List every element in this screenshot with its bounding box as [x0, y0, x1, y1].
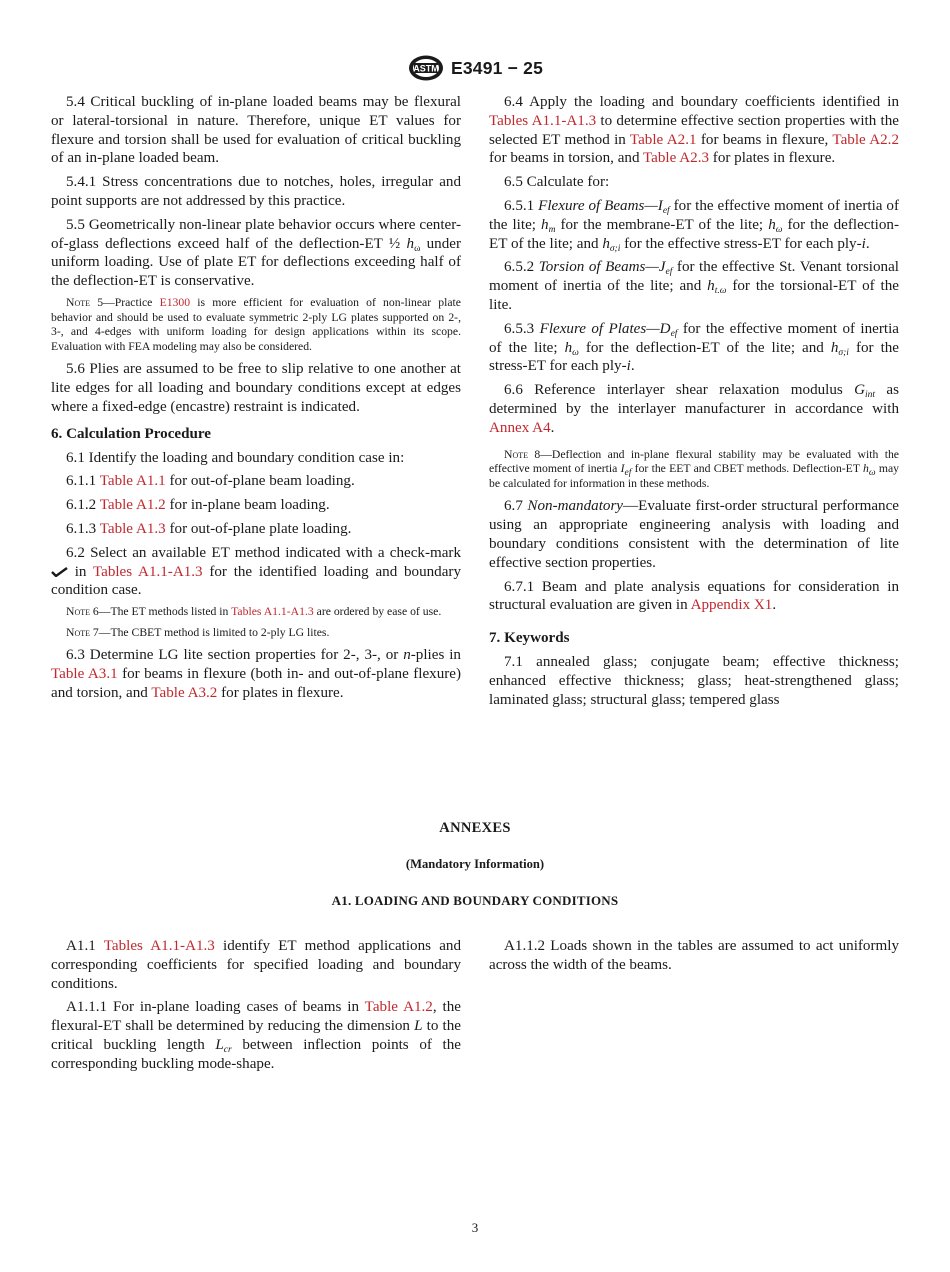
para-5-5: 5.5 Geometrically non-linear plate behavior occurs where center-of-glass deflections exceed half of the deflection-ET ½ $h_\omega$ under uniform loading. Use of plate ET for deflections exceeding half of the deflection-ET is conservative.: [51, 216, 461, 290]
para-6-5-2: 6.5.2 Torsion of $Beams—J_{ef}$ for the effective St. Venant torsional moment of inertia of the lite; and $h_{t.\omega}$ for the torsional-ET of the lite.: [489, 259, 899, 313]
link-e1300[interactable]: E1300: [159, 295, 191, 309]
astm-logo: [407, 54, 445, 82]
link-annex-a4[interactable]: Annex A4: [489, 419, 551, 436]
para-6-2: 6.2 Select an available ET method indicated with a check-mark in Tables A1.1-A1.3 for the identified loading and boundary condition case.: [51, 544, 462, 599]
note-6: Note 6—The ET methods listed in Tables A1.1-A1.3 are ordered by ease of use.: [66, 605, 442, 619]
section-7-heading: 7. Keywords: [489, 630, 570, 647]
note-5: Note 5—Practice E1300 is more efficient for evaluation of non-linear plate behavior and should be used to evaluate symmetric 2-ply LG plates supported on 2-, 3-, and 4-edges with uniform loading for design applications within its scope. Evaluation with FEA modeling may also be considered.: [51, 295, 461, 353]
logo-text: ASTM: [413, 63, 439, 74]
link-table-a1-3[interactable]: Table A1.3: [99, 520, 166, 537]
link-table-a3-2[interactable]: Table A3.2: [151, 684, 218, 701]
annexes-subtitle: (Mandatory Information): [405, 857, 545, 871]
para-6-7: 6.7 Non-mandatory—Evaluate first-order structural performance using an appropriate engineering analysis with loading and boundary conditions consistent with the determination of lite effective section properties.: [489, 498, 900, 571]
link-table-a2-3[interactable]: Table A2.3: [643, 150, 710, 167]
link-table-a1-2-annex[interactable]: Table A1.2: [364, 999, 433, 1016]
annex-left-column: [51, 937, 461, 1079]
para-5-6: 5.6 Plies are assumed to be free to slip relative to one another at lite edges for all loading and boundary conditions except at edges where a fixed-edge (encastre) restraint is indicated.: [51, 361, 461, 415]
annex-right-column: [489, 937, 899, 980]
link-table-a1-1[interactable]: Table A1.1: [99, 473, 166, 490]
link-table-a3-1[interactable]: Table A3.1: [51, 666, 118, 683]
link-table-a2-1[interactable]: Table A2.1: [629, 131, 697, 148]
para-5-4: 5.4 Critical buckling of in-plane loaded beams may be flexural or lateral-torsional in nature. Therefore, unique ET values for flexure and torsion shall be used for evaluation of critical buckling of an in-plane loaded beam.: [51, 94, 461, 167]
para-6-1-2: 6.1.2 Table A1.2 for in-plane beam loading.: [66, 497, 330, 514]
para-6-5-3: 6.5.3 Flexure of $Plates—D_{ef}$ for the effective moment of inertia of the lite; $h_\omega$ for the deflection-ET of the lite; and $h_{\sigma;i}$ for the stress-ET for each ply-i.: [489, 320, 900, 375]
link-tables-a1-1-a1-3-r[interactable]: Tables A1.1-A1.3: [489, 112, 597, 129]
link-tables-a1-1-a1-3-note[interactable]: Tables A1.1-A1.3: [231, 605, 314, 619]
link-tables-a1-1-a1-3[interactable]: Tables A1.1-A1.3: [92, 563, 203, 580]
para-6-3: 6.3 Determine LG lite section properties for 2-, 3-, or n-plies in Table A3.1 for beams in flexure (both in- and out-of-plane flexure) and torsion, and Table A3.2 for plates in flexure.: [51, 647, 461, 701]
note-7: Note 7—The CBET method is limited to 2-ply LG lites.: [66, 625, 330, 639]
para-6-7-1: 6.7.1 Beam and plate analysis equations for consideration in structural evaluation are given in Appendix X1.: [489, 578, 899, 614]
link-tables-a1-1-a1-3-annex[interactable]: Tables A1.1-A1.3: [103, 938, 215, 954]
standard-designation: E3491 − 25: [450, 57, 543, 78]
note-8: Note 8—Deflection and in-plane flexural stability may be evaluated with the effective moment of inertia $I_{ef}$ for the EET and CBET methods. Deflection-ET $h_\omega$ may be calculated for information in these methods.: [489, 447, 899, 490]
para-7-1: 7.1 annealed glass; conjugate beam; effective thickness; enhanced effective thickness; glass; heat-strengthened glass; laminated glass; structural glass; tempered glass: [489, 653, 899, 708]
checkmark-icon: [51, 567, 68, 577]
link-table-a2-2[interactable]: Table A2.2: [832, 131, 899, 148]
section-6-heading: 6. Calculation Procedure: [51, 425, 212, 442]
para-6-1: 6.1 Identify the loading and boundary condition case in:: [66, 449, 405, 466]
right-column: [489, 93, 899, 714]
para-a1-1-1: A1.1.1 For in-plane loading cases of beams in Table A1.2, the flexural-ET shall be determined by reducing the dimension L to the critical buckling length $L_{cr}$ between inflection points of the corresponding buckling mode-shape.: [51, 999, 461, 1072]
para-5-4-1: 5.4.1 Stress concentrations due to notches, holes, irregular and point supports are not addressed by this practice.: [51, 174, 461, 209]
para-6-1-1: 6.1.1 Table A1.1 for out-of-plane beam loading.: [66, 473, 355, 490]
para-6-5-1: 6.5.1 Flexure of $Beams—I_{ef}$ for the effective moment of inertia of the lite; $h_m$ for the membrane-ET of the lite; $h_\omega$ for the deflection-ET of the lite; and $h_{\sigma;i}$ for the effective stress-ET for each ply-i.: [489, 197, 900, 254]
left-column: [51, 93, 461, 708]
para-6-4: 6.4 Apply the loading and boundary coefficients identified in Tables A1.1-A1.3 to determine effective section properties with the selected ET method in Table A2.1 for beams in flexure, Table A2.2 for beams in torsion, and Table A2.3 for plates in flexure.: [489, 94, 899, 167]
para-a1-1: A1.1 Tables A1.1-A1.3 identify ET method applications and corresponding coefficients for specified loading and boundary conditions.: [51, 938, 462, 992]
page-header: [0, 54, 950, 82]
para-6-6: 6.6 Reference interlayer shear relaxation modulus $G_{int}$ as determined by the interlayer manufacturer in accordance with Annex A4.: [489, 382, 899, 436]
para-6-5: 6.5 Calculate for:: [504, 174, 610, 191]
page-number: 3: [471, 1220, 479, 1235]
para-6-1-3: 6.1.3 Table A1.3 for out-of-plane plate loading.: [66, 520, 352, 537]
link-table-a1-2[interactable]: Table A1.2: [99, 497, 166, 514]
annexes-title: ANNEXES: [439, 820, 511, 836]
annex-a1-title: A1. LOADING AND BOUNDARY CONDITIONS: [331, 893, 619, 908]
link-appendix-x1[interactable]: Appendix X1: [690, 597, 773, 614]
para-a1-1-2: A1.1.2 Loads shown in the tables are assumed to act uniformly across the width of the beams.: [489, 938, 899, 973]
